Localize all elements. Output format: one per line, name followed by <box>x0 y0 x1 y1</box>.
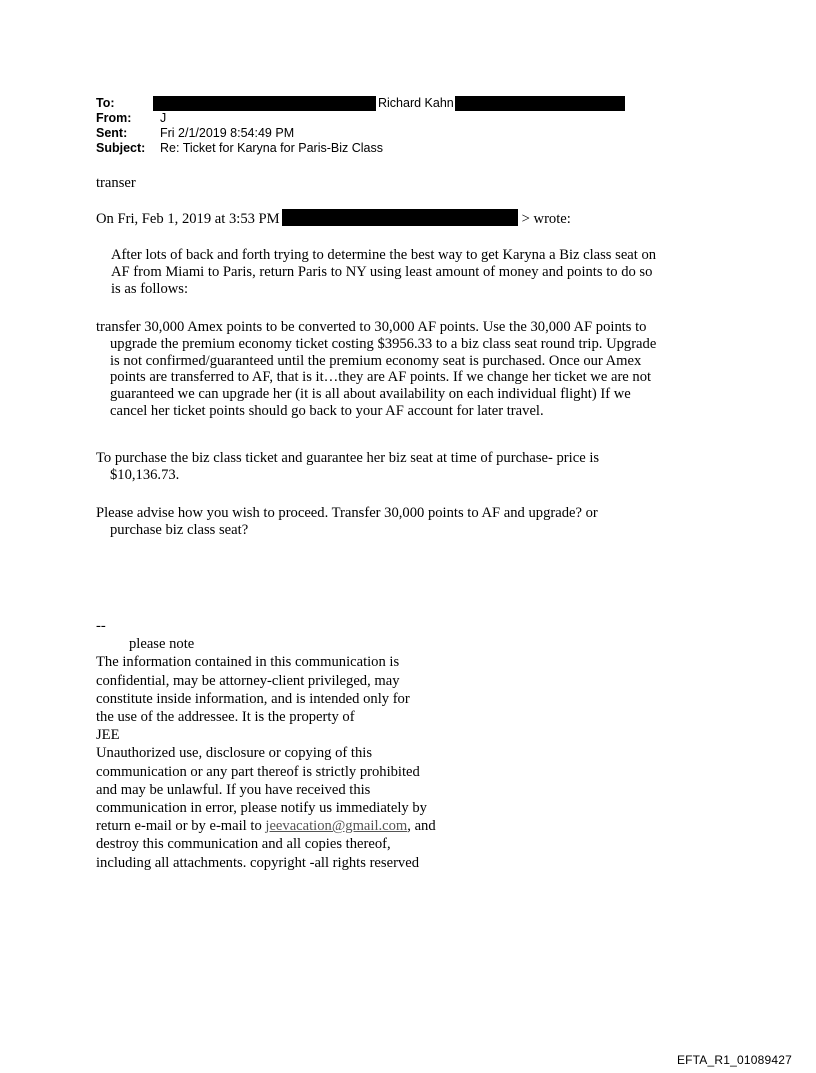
disclaimer-line: including all attachments. copyright -all rights reserved <box>96 854 419 871</box>
paragraph-line: Please advise how you wish to proceed. Transfer 30,000 points to AF and upgrade? or <box>96 505 598 521</box>
paragraph-line: transfer 30,000 Amex points to be converted to 30,000 AF points. Use the 30,000 AF points to <box>96 319 647 335</box>
paragraph-3 <box>96 450 599 484</box>
email-prefix: return e-mail or by e-mail to <box>96 818 266 835</box>
disclaimer-line: Unauthorized use, disclosure or copying of this <box>96 745 373 762</box>
quote-intro-prefix: On Fri, Feb 1, 2019 at 3:53 PM <box>96 211 280 227</box>
disclaimer-line: communication in error, please notify us immediately by <box>96 800 427 817</box>
redaction-bar <box>455 96 625 111</box>
disclaimer-line: constitute inside information, and is intended only for <box>96 690 410 707</box>
from-value: J <box>160 111 167 125</box>
signature-dashes: -- <box>96 618 106 634</box>
disclaimer-line: destroy this communication and all copies thereof, <box>96 836 391 853</box>
signature-block <box>96 617 436 872</box>
document-id: EFTA_R1_01089427 <box>676 1053 792 1067</box>
paragraph-4 <box>96 505 598 539</box>
quote-intro-suffix: > wrote: <box>521 211 571 227</box>
paragraph-line: guaranteed we can upgrade her (it is all about availability on each individual flight) If we <box>110 386 631 403</box>
paragraph-1 <box>111 247 656 297</box>
paragraph-line: After lots of back and forth trying to determine the best way to get Karyna a Biz class seat on <box>111 247 657 263</box>
paragraph-line: points are transferred to AF, that is it…they are AF points. If we change her ticket we are not <box>110 369 652 386</box>
redaction-bar <box>153 96 376 111</box>
sent-value: Fri 2/1/2019 8:54:49 PM <box>160 126 295 140</box>
to-label: To: <box>96 96 115 110</box>
quote-intro <box>96 209 571 228</box>
disclaimer-line: confidential, may be attorney-client privileged, may <box>96 672 400 689</box>
sent-label: Sent: <box>96 126 128 140</box>
paragraph-line: cancel her ticket points should go back to your AF account for later travel. <box>110 402 544 419</box>
email-link[interactable]: jeevacation@gmail.com <box>265 818 408 835</box>
paragraph-line: $10,136.73. <box>110 466 180 483</box>
disclaimer-line: the use of the addressee. It is the property of <box>96 709 355 726</box>
disclaimer-email-line <box>96 817 436 835</box>
paragraph-line: To purchase the biz class ticket and guarantee her biz seat at time of purchase- price is <box>96 450 600 466</box>
disclaimer-line: The information contained in this communication is <box>96 654 400 671</box>
to-recipient-name: Richard Kahn <box>378 96 454 110</box>
paragraph-line: AF from Miami to Paris, return Paris to NY using least amount of money and points to do so <box>111 263 653 280</box>
email-suffix: , and <box>407 818 436 835</box>
paragraph-line: is not confirmed/guaranteed until the premium economy seat is purchased. Once our Amex <box>110 352 642 369</box>
disclaimer-line: and may be unlawful. If you have received this <box>96 781 371 798</box>
to-value <box>153 96 625 111</box>
paragraph-line: upgrade the premium economy ticket costing $3956.33 to a biz class seat round trip. Upgrade <box>110 335 657 352</box>
paragraph-2 <box>96 319 656 420</box>
disclaimer-line: JEE <box>96 727 120 744</box>
reply-text: transer <box>96 175 136 191</box>
subject-value: Re: Ticket for Karyna for Paris-Biz Class <box>160 141 383 155</box>
redaction-bar <box>282 209 518 226</box>
from-label: From: <box>96 111 132 125</box>
disclaimer-line: communication or any part thereof is strictly prohibited <box>96 763 420 780</box>
paragraph-line: purchase biz class seat? <box>110 521 249 538</box>
subject-label: Subject: <box>96 141 146 155</box>
signature-note: please note <box>129 636 195 653</box>
paragraph-line: is as follows: <box>111 280 189 297</box>
